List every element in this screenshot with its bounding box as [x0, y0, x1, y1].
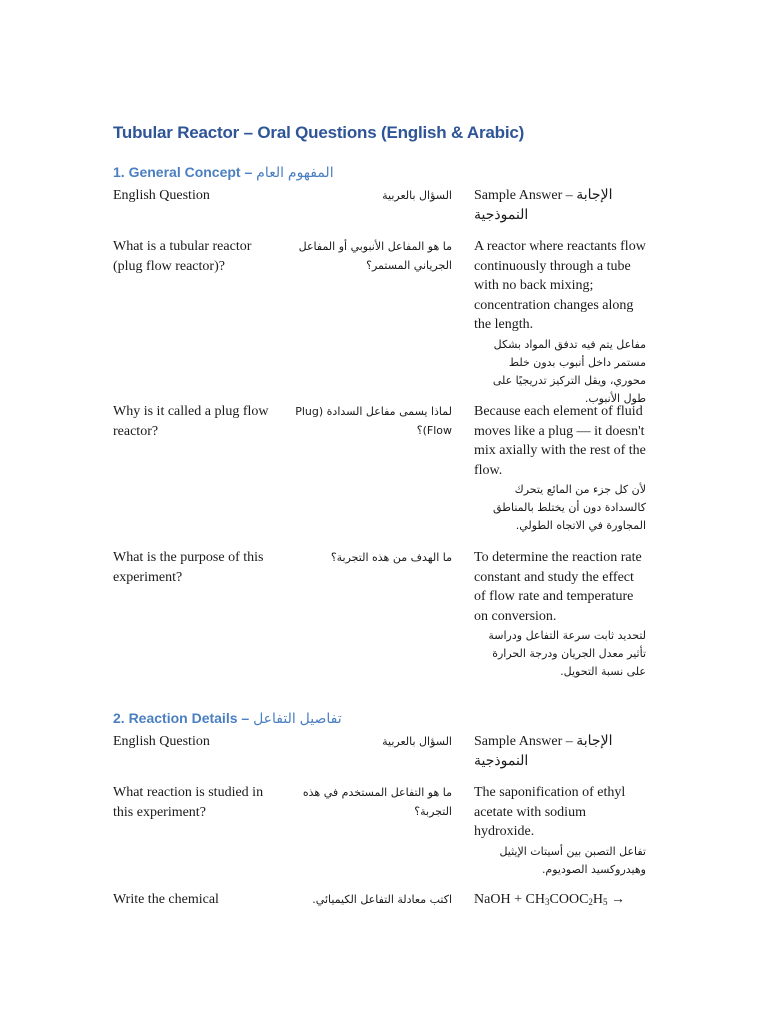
section-heading-ar: المفهوم العام [256, 164, 334, 180]
column-header-answer: Sample Answer – الإجابة النموذجية [474, 188, 613, 223]
question-arabic: ما هو المفاعل الأنبوبي أو المفاعل الجرياني المستمر؟ [298, 240, 452, 272]
section-heading-general-concept [113, 164, 334, 181]
question-english: Why is it called a plug flow reactor? [113, 404, 269, 439]
answer-english: The saponification of ethyl acetate with sodium hydroxide. [474, 785, 626, 839]
question-english: What is a tubular reactor (plug flow reactor)? [113, 239, 252, 274]
question-english: What reaction is studied in this experiment? [113, 785, 264, 820]
answer-arabic: لأن كل جزء من المائع يتحرك كالسدادة دون أن يختلط بالمناطق المجاورة في الاتجاه الطولي. [493, 483, 646, 532]
question-english: Write the chemical [113, 892, 219, 907]
answer-cell [474, 890, 646, 910]
answer-arabic: تفاعل التصبن بين أسيتات الإيثيل وهيدروكسيد الصوديوم. [499, 844, 646, 876]
answer-cell [474, 402, 646, 535]
answer-cell [474, 237, 646, 408]
answer-english: To determine the reaction rate constant and study the effect of flow rate and temperature on conversion. [474, 550, 642, 624]
section-heading-ar: تفاصيل التفاعل [253, 710, 342, 726]
answer-arabic: لتحديد ثابت سرعة التفاعل ودراسة تأثير معدل الجريان ودرجة الحرارة على نسبة التحويل. [488, 629, 646, 678]
column-header-arabic: السؤال بالعربية [382, 735, 452, 748]
document-title: Tubular Reactor – Oral Questions (English & Arabic) [113, 123, 525, 142]
chemical-equation: NaOH + $CH_3COOC_2H_5$ → [474, 892, 626, 907]
answer-english: A reactor where reactants flow continuously through a tube with no back mixing; concentration changes along the length. [474, 239, 646, 332]
answer-cell [474, 548, 646, 681]
question-arabic: اكتب معادلة التفاعل الكيميائي. [312, 893, 452, 906]
column-header-answer: Sample Answer – الإجابة النموذجية [474, 734, 613, 769]
question-arabic: ما الهدف من هذه التجربة؟ [330, 551, 452, 564]
column-header-english: English Question [113, 734, 210, 749]
section-heading-reaction-details [113, 710, 342, 727]
column-header-english: English Question [113, 188, 210, 203]
question-arabic: لماذا يسمى مفاعل السدادة (Plug Flow)؟ [295, 405, 452, 437]
column-header-arabic: السؤال بالعربية [382, 189, 452, 202]
section-heading-en: 1. General Concept – [113, 164, 257, 180]
answer-english: Because each element of fluid moves like a plug — it doesn't mix axially with the rest of the flow. [474, 404, 646, 478]
answer-arabic: مفاعل يتم فيه تدفق المواد بشكل مستمر داخل أنبوب بدون خلط محوري، ويقل التركيز تدريجيًا على طول الأنبوب. [492, 337, 646, 405]
answer-cell [474, 783, 646, 879]
section-heading-en: 2. Reaction Details – [113, 710, 254, 726]
question-arabic: ما هو التفاعل المستخدم في هذه التجربة؟ [302, 786, 452, 818]
question-english: What is the purpose of this experiment? [113, 550, 264, 585]
